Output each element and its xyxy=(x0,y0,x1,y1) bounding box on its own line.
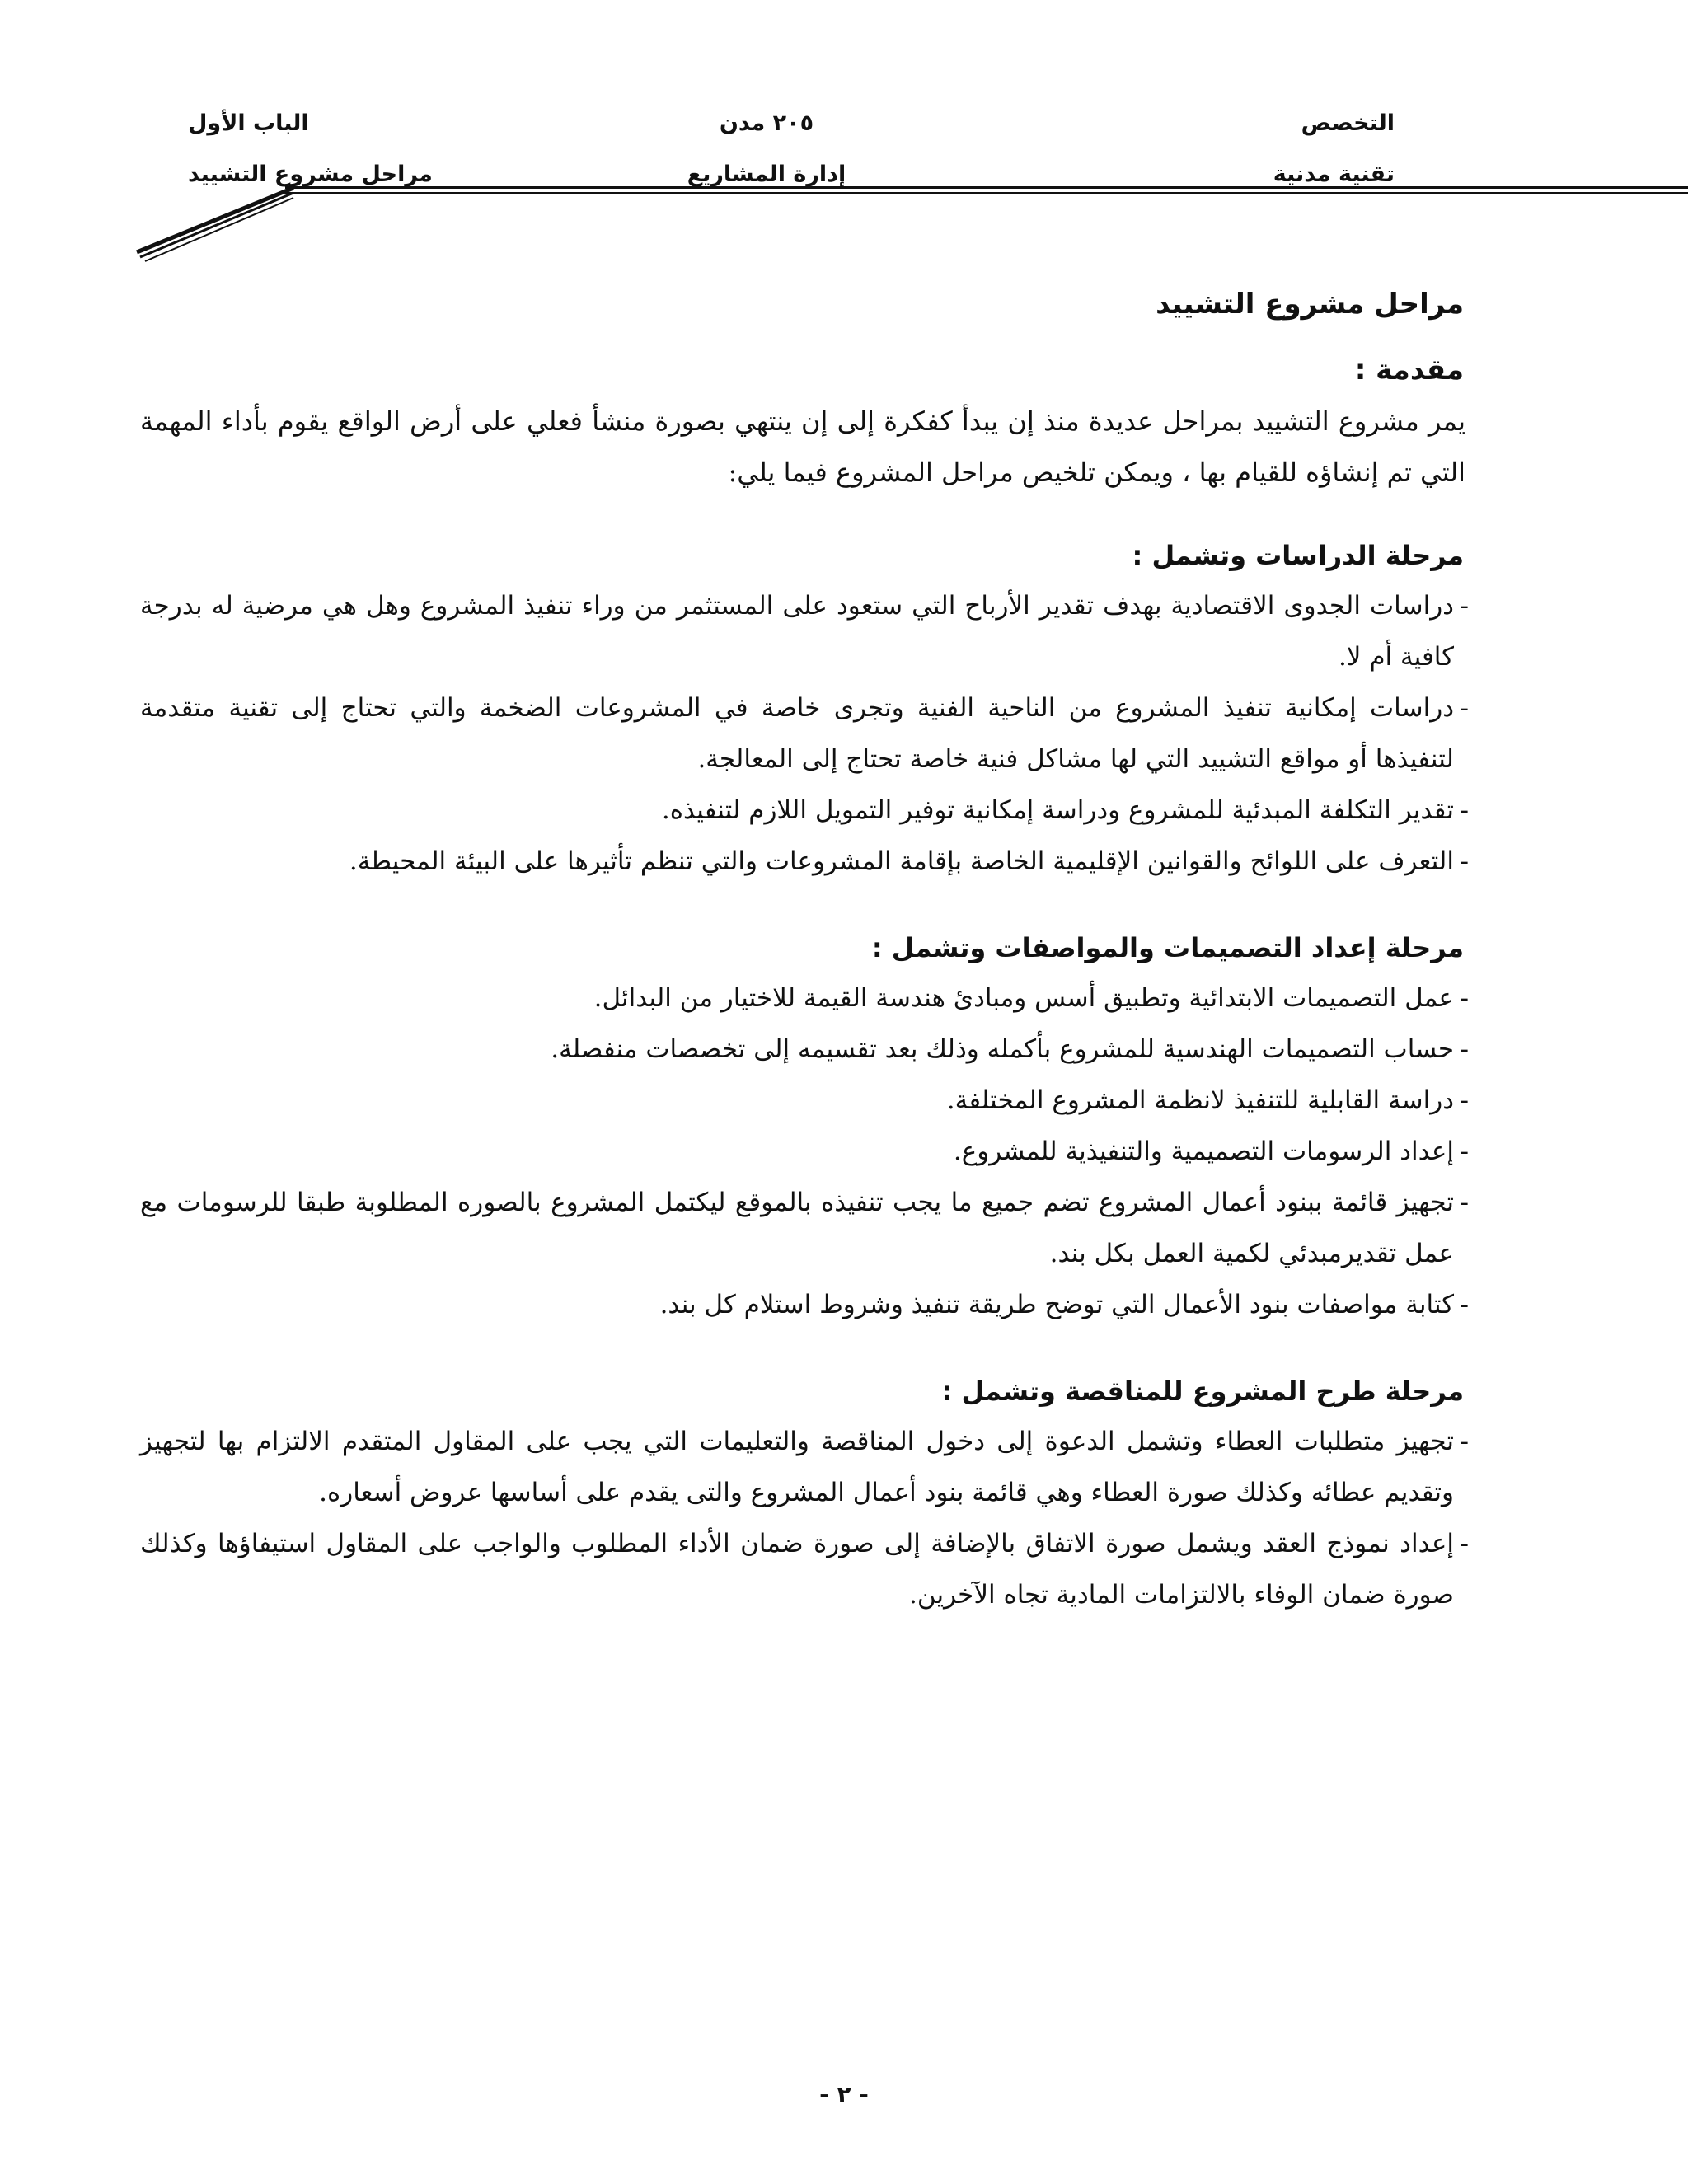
list-item-text: دراسات إمكانية تنفيذ المشروع من الناحية الفنية وتجرى خاصة في المشروعات الضخمة والتي تحتاج إلى تقنية متقدمة لتنفيذها أو مواقع التشييد التي لها مشاكل فنية خاصة تحتاج إلى المعالجة. xyxy=(140,693,1454,774)
header-course xyxy=(552,97,981,196)
header-specialization-label: التخصص xyxy=(1301,110,1395,136)
intro-heading: مقدمة : xyxy=(1354,354,1464,387)
list-item-text: التعرف على اللوائح والقوانين الإقليمية الخاصة بإقامة المشروعات والتي تنظم تأثيرها على البيئة المحيطة. xyxy=(349,846,1454,876)
list-item xyxy=(140,1416,1469,1518)
list-item xyxy=(140,836,1469,887)
header-course-code: ٢٠٥ مدن xyxy=(719,110,814,136)
list-dash: - xyxy=(1460,1529,1469,1558)
list-item xyxy=(140,1075,1469,1126)
header-chapter-number: الباب الأول xyxy=(188,110,309,136)
list-item-text: إعداد الرسومات التصميمية والتنفيذية للمشروع. xyxy=(953,1137,1454,1166)
header-chapter-title: مراحل مشروع التشييد xyxy=(188,162,433,187)
list-dash: - xyxy=(1460,1034,1469,1064)
header-specialization-value: تقنية مدنية xyxy=(1273,162,1395,187)
list-item xyxy=(140,682,1469,785)
section-list-designs xyxy=(140,972,1469,1330)
list-item xyxy=(140,1518,1469,1620)
list-item-text: تجهيز قائمة ببنود أعمال المشروع تضم جميع ما يجب تنفيذه بالموقع ليكتمل المشروع بالصوره المطلوبة طبقا للرسومات مع عمل تقديرمبدئي لكمية العمل بكل بند. xyxy=(140,1188,1454,1268)
list-item-text: إعداد نموذج العقد ويشمل صورة الاتفاق بالإضافة إلى صورة ضمان الأداء المطلوب والواجب على المقاول استيفاؤها وكذلك صورة ضمان الوفاء بالالتزامات المادية تجاه الآخرين. xyxy=(140,1529,1454,1610)
list-dash: - xyxy=(1460,983,1469,1013)
section-heading-studies: مرحلة الدراسات وتشمل : xyxy=(1132,540,1464,571)
list-item-text: عمل التصميمات الابتدائية وتطبيق أسس ومبادئ هندسة القيمة للاختيار من البدائل. xyxy=(593,983,1454,1013)
list-item xyxy=(140,1177,1469,1279)
list-dash: - xyxy=(1460,1427,1469,1456)
list-item xyxy=(140,785,1469,836)
list-dash: - xyxy=(1460,591,1469,621)
list-item-text: تجهيز متطلبات العطاء وتشمل الدعوة إلى دخول المناقصة والتعليمات التي يجب على المقاول المتقدم الالتزام بها لتجهيز وتقديم عطائه وكذلك صورة العطاء وهي قائمة بنود أعمال المشروع والتى يقدم على أساسها عروض أسعاره. xyxy=(140,1427,1454,1507)
header-divider-secondary xyxy=(285,192,1688,194)
header-swoosh-decoration xyxy=(132,181,297,264)
page-number: - ٢ - xyxy=(819,2081,869,2108)
list-item-text: دراسة القابلية للتنفيذ لانظمة المشروع المختلفة. xyxy=(946,1085,1454,1115)
page-content xyxy=(140,279,1469,1620)
list-dash: - xyxy=(1460,1290,1469,1319)
list-item-text: حساب التصميمات الهندسية للمشروع بأكمله وذلك بعد تقسيمه إلى تخصصات منفصلة. xyxy=(551,1034,1454,1064)
section-list-tender xyxy=(140,1416,1469,1620)
header-divider xyxy=(285,186,1688,189)
list-dash: - xyxy=(1460,846,1469,876)
list-item-text: كتابة مواصفات بنود الأعمال التي توضح طريقة تنفيذ وشروط استلام كل بند. xyxy=(659,1290,1454,1319)
page-header xyxy=(132,97,1401,196)
page-title: مراحل مشروع التشييد xyxy=(1156,288,1464,321)
list-item xyxy=(140,1279,1469,1330)
list-item xyxy=(140,1024,1469,1075)
section-heading-tender: مرحلة طرح المشروع للمناقصة وتشمل : xyxy=(941,1376,1464,1407)
list-item xyxy=(140,972,1469,1024)
list-dash: - xyxy=(1460,1085,1469,1115)
section-list-studies xyxy=(140,580,1469,887)
intro-paragraph: يمر مشروع التشييد بمراحل عديدة منذ إن يبدأ كفكرة إلى إن ينتهي بصورة منشأ فعلي على أرض الواقع يقوم بأداء المهمة التي تم إنشاؤه للقيام بها ، ويمكن تلخيص مراحل المشروع فيما يلي: xyxy=(140,405,1466,488)
list-item-text: تقدير التكلفة المبدئية للمشروع ودراسة إمكانية توفير التمويل اللازم لتنفيذه. xyxy=(661,795,1454,825)
list-item xyxy=(140,580,1469,682)
list-dash: - xyxy=(1460,1137,1469,1166)
header-course-name: إدارة المشاريع xyxy=(687,162,846,187)
list-dash: - xyxy=(1460,795,1469,825)
list-dash: - xyxy=(1460,1188,1469,1217)
section-heading-designs: مرحلة إعداد التصميمات والمواصفات وتشمل : xyxy=(871,932,1464,963)
list-item xyxy=(140,1126,1469,1177)
list-item-text: دراسات الجدوى الاقتصادية بهدف تقدير الأرباح التي ستعود على المستثمر من وراء تنفيذ المشروع وهل هي مرضية له بدرجة كافية أم لا. xyxy=(140,591,1454,672)
header-specialization xyxy=(973,97,1401,196)
list-dash: - xyxy=(1460,693,1469,723)
